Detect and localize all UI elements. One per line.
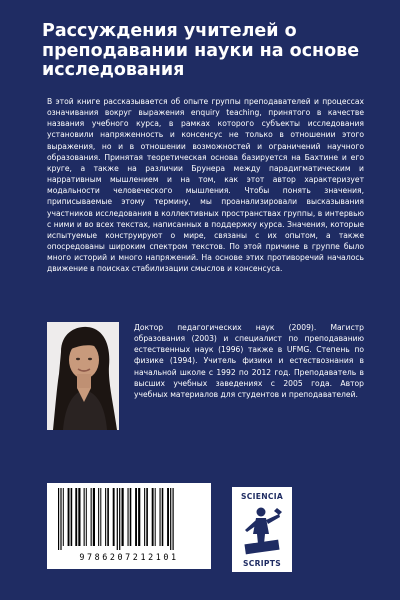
barcode-bar [146, 488, 148, 546]
barcode-bar [170, 488, 171, 550]
book-description: В этой книге рассказывается об опыте группы преподавателей и процессах означивания вокруг выражения enquiry teaching, принятого в качестве названия учебного курса, в рамках которого субъекты исследования установили напряженность и консенсус не только в отношении этого выражения, но и в отношении возможностей и ограничений научного образования. Принятая теоретическая основа базируется на Бахтине и его круге, а также на различии Брунера между парадигматическим и нарративным мышлением и на том, как этот автор характеризует модальности человеческого мышления. Чтобы понять значения, приписываемые этому термину, мы проанализировали высказывания участников исследования в коллективных пространствах группы, в интервью с ними и во всех текстах, написанных в поддержку курса. Значения, которые испытуемые конструируют о мире, связаны с их опытом, а также опосредованы широким спектром текстов. По этой причине в группе было много историй и много напряжений. На основе этих противоречий началось движение в поисках стабилизации смыслов и консенсуса. [47, 97, 364, 274]
barcode-bar [91, 488, 92, 546]
barcode-bar [63, 488, 64, 546]
barcode-bar [155, 488, 156, 546]
barcode-bar [144, 488, 145, 546]
barcode-bar [71, 488, 73, 546]
isbn-number: 9786207212101 [79, 552, 179, 562]
barcode-bar [84, 488, 85, 546]
barcode-bar [130, 488, 132, 546]
publisher-name-bottom: SCRIPTS [242, 559, 282, 568]
isbn-barcode [47, 483, 211, 569]
barcode-bar [100, 488, 101, 546]
barcode-bar [173, 488, 174, 550]
scribe-figure-icon [239, 502, 285, 558]
barcode-bar [152, 488, 154, 546]
barcode-bar [167, 488, 169, 546]
barcode-bar [117, 488, 118, 550]
barcode-bar [93, 488, 95, 546]
barcode-bar [105, 488, 106, 546]
barcode-bar [86, 488, 87, 546]
barcode-bar [60, 488, 61, 550]
barcode-bar [113, 488, 115, 546]
barcode-bar [122, 488, 124, 546]
barcode-bar [78, 488, 80, 546]
barcode-bar [58, 488, 59, 550]
barcode-bar [68, 488, 70, 546]
barcode-bar [119, 488, 120, 550]
publisher-logo [232, 487, 292, 572]
barcode-bar [162, 488, 164, 546]
barcode-bar [98, 488, 99, 546]
author-photo [47, 322, 119, 430]
barcode-bar [107, 488, 109, 546]
barcode-bar [138, 488, 140, 546]
barcode-bar [135, 488, 137, 546]
barcode-bar [160, 488, 161, 546]
publisher-name-top: SCIENCIA [240, 492, 284, 501]
book-title: Рассуждения учителей о преподавании науки на основе исследования [42, 21, 360, 80]
author-bio: Доктор педагогических наук (2009). Магистр образования (2003) и специалист по преподаванию естественных наук (1996) также в UFMG. Степень по физике (1994). Учитель физики и естествознания в начальной школе с 1992 по 2012 год. Преподаватель в высших учебных заведениях с 2005 года. Автор учебных материалов для студентов и преподавателей. [134, 323, 364, 399]
barcode-bar [128, 488, 129, 546]
barcode-bar [75, 488, 77, 546]
barcode-bars [56, 488, 202, 552]
